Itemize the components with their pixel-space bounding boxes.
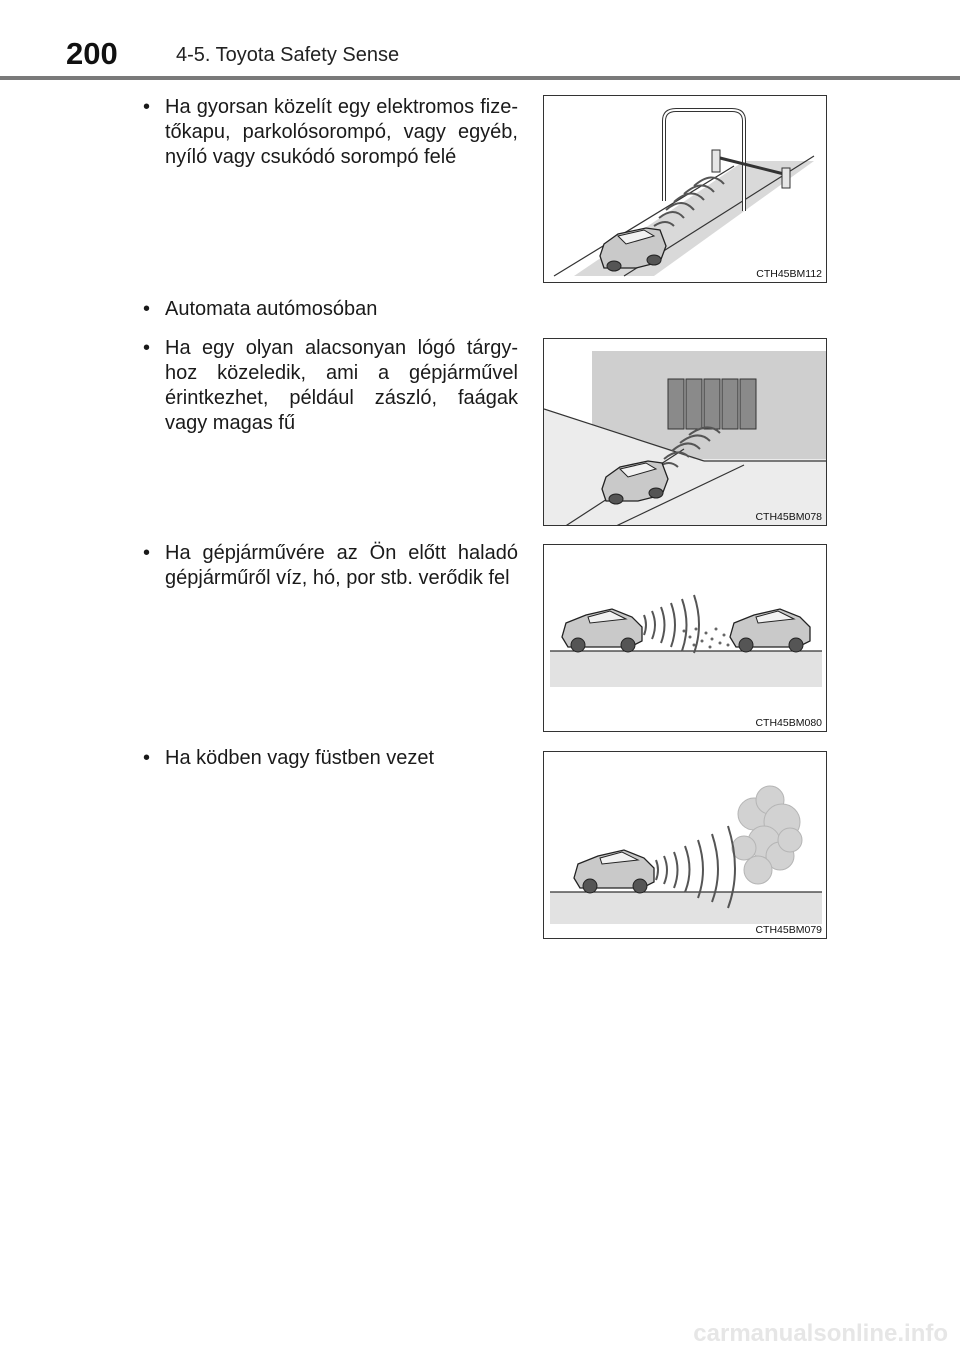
bullet: • bbox=[143, 298, 151, 320]
figure-car-wash bbox=[543, 338, 827, 526]
list-item-text: Ha ködben vagy füstben vezet bbox=[165, 747, 435, 769]
header-divider bbox=[0, 76, 960, 80]
car-wash-illustration bbox=[544, 339, 827, 526]
figure-caption: CTH45BM112 bbox=[756, 268, 822, 280]
figure-spray bbox=[543, 544, 827, 732]
figure-toll-gate bbox=[543, 95, 827, 283]
figure-caption: CTH45BM078 bbox=[755, 511, 822, 523]
figure-fog bbox=[543, 751, 827, 939]
list-item bbox=[143, 336, 518, 436]
bullet: • bbox=[143, 542, 151, 564]
toll-gate-illustration bbox=[544, 96, 827, 283]
spray-illustration bbox=[544, 545, 827, 732]
watermark: carmanualsonline.info bbox=[693, 1320, 948, 1347]
page-number: 200 bbox=[66, 36, 118, 71]
bullet: • bbox=[143, 337, 151, 359]
figure-caption: CTH45BM080 bbox=[755, 717, 822, 729]
list-item bbox=[143, 95, 518, 170]
list-item bbox=[143, 297, 518, 322]
list-item-text: Ha gyorsan közelít egy elektromos fize-tőkapu, parkolósorompó, vagy egyéb, nyíló vagy csukódó sorompó felé bbox=[165, 96, 518, 168]
list-item bbox=[143, 541, 518, 591]
figure-caption: CTH45BM079 bbox=[755, 924, 822, 936]
page-header bbox=[0, 0, 960, 80]
bullet: • bbox=[143, 96, 151, 118]
list-item-text: Automata autómosóban bbox=[165, 298, 378, 320]
list-item-text: Ha egy olyan alacsonyan lógó tárgy-hoz közeledik, ami a gépjárművel érintkezhet, például zászló, faágak vagy magas fű bbox=[165, 337, 518, 434]
bullet: • bbox=[143, 747, 151, 769]
list-item-text: Ha gépjárművére az Ön előtt haladó gépjárműről víz, hó, por stb. verődik fel bbox=[165, 542, 518, 589]
list-item bbox=[143, 746, 518, 771]
section-title: 4-5. Toyota Safety Sense bbox=[176, 44, 400, 66]
fog-illustration bbox=[544, 752, 827, 939]
